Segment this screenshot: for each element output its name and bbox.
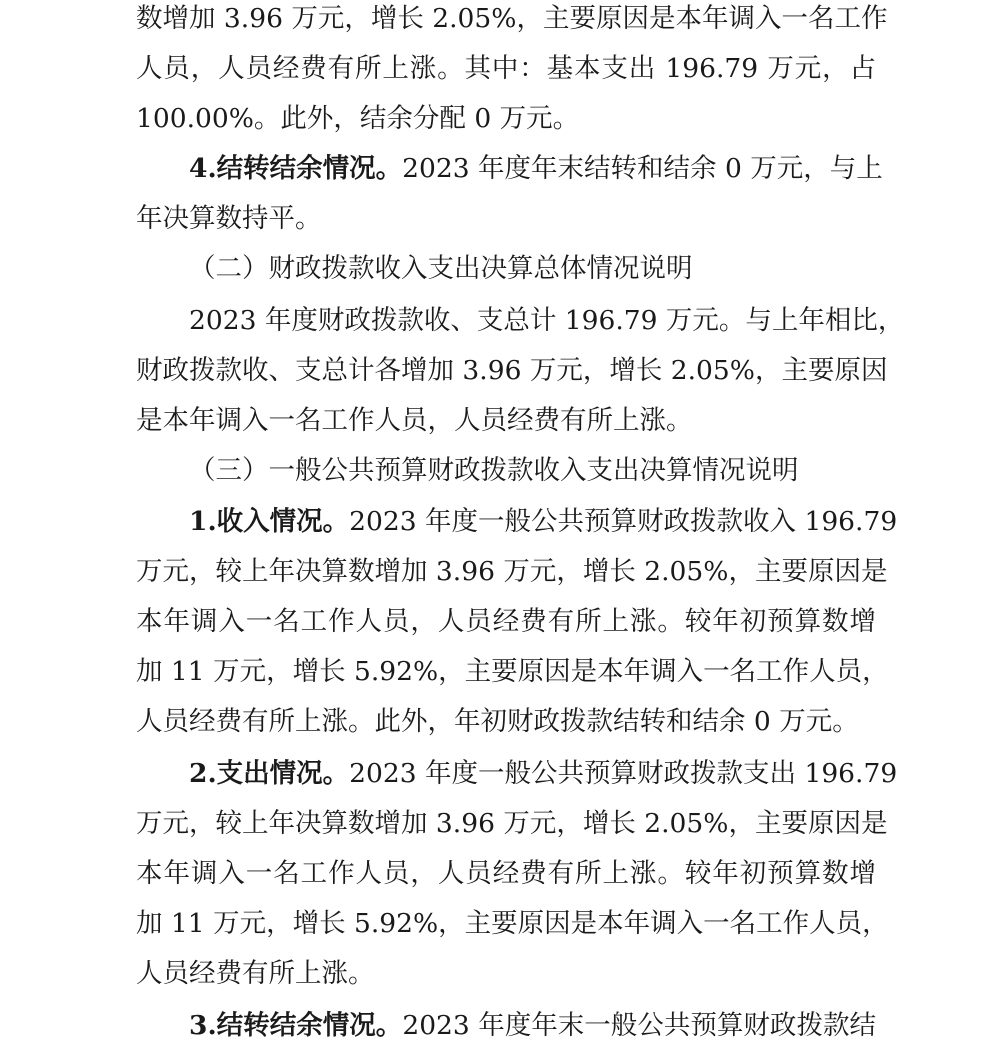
text-line-1 <box>136 0 888 44</box>
line-text: 年决算数持平。 <box>136 203 322 234</box>
text-line-16 <box>189 749 898 799</box>
text-line-18 <box>136 849 876 899</box>
line-text: 100.00%。此外，结余分配 0 万元。 <box>136 103 580 134</box>
text-line-4 <box>189 144 883 194</box>
line-text: 数增加 3.96 万元，增长 2.05%，主要原因是本年调入一名工作 <box>136 3 888 34</box>
line-text: 2023 年度一般公共预算财政拨款收入 196.79 <box>349 506 898 537</box>
line-text: 2023 年度一般公共预算财政拨款支出 196.79 <box>349 758 898 789</box>
subheading-expenditure: 2.支出情况。 <box>189 758 350 789</box>
text-line-13 <box>136 597 876 647</box>
text-line-12 <box>136 547 888 597</box>
line-text: 人员，人员经费有所上涨。其中：基本支出 196.79 万元，占 <box>136 53 876 84</box>
line-text: 万元，较上年决算数增加 3.96 万元，增长 2.05%，主要原因是 <box>136 808 888 839</box>
heading-text: （三）一般公共预算财政拨款收入支出决算情况说明 <box>189 455 799 486</box>
line-text: 本年调入一名工作人员，人员经费有所上涨。较年初预算数增 <box>136 858 876 889</box>
text-line-2 <box>136 44 876 94</box>
line-text: 加 11 万元，增长 5.92%，主要原因是本年调入一名工作人员， <box>136 656 889 687</box>
line-text: 是本年调入一名工作人员，人员经费有所上涨。 <box>136 405 693 436</box>
subheading-income: 1.收入情况。 <box>189 506 350 537</box>
line-text: 2023 年度年末结转和结余 0 万元，与上 <box>402 153 883 184</box>
text-line-11 <box>189 497 898 547</box>
line-text: 人员经费有所上涨。 <box>136 958 375 989</box>
subheading-carryover-general: 3.结转结余情况。 <box>189 1010 403 1041</box>
text-line-8 <box>136 346 888 396</box>
text-line-19 <box>136 899 889 949</box>
heading-text: （二）财政拨款收入支出决算总体情况说明 <box>189 253 693 284</box>
line-text: 加 11 万元，增长 5.92%，主要原因是本年调入一名工作人员， <box>136 908 889 939</box>
text-line-20 <box>136 949 876 999</box>
text-line-7 <box>189 296 905 346</box>
text-line-5 <box>136 194 876 244</box>
text-line-9 <box>136 396 876 446</box>
text-line-17 <box>136 799 888 849</box>
section-heading-3 <box>189 446 876 496</box>
text-line-14 <box>136 647 889 697</box>
line-text: 万元，较上年决算数增加 3.96 万元，增长 2.05%，主要原因是 <box>136 556 888 587</box>
section-heading-2 <box>189 244 876 294</box>
text-line-15 <box>136 697 876 747</box>
text-line-3 <box>136 94 876 144</box>
line-text: 本年调入一名工作人员，人员经费有所上涨。较年初预算数增 <box>136 606 876 637</box>
line-text: 2023 年度财政拨款收、支总计 196.79 万元。与上年相比， <box>189 305 905 336</box>
line-text: 人员经费有所上涨。此外，年初财政拨款结转和结余 0 万元。 <box>136 706 859 737</box>
line-text: 财政拨款收、支总计各增加 3.96 万元，增长 2.05%，主要原因 <box>136 355 888 386</box>
line-text: 2023 年度年末一般公共预算财政拨款结 <box>402 1010 876 1041</box>
subheading-carryover: 4.结转结余情况。 <box>189 153 403 184</box>
